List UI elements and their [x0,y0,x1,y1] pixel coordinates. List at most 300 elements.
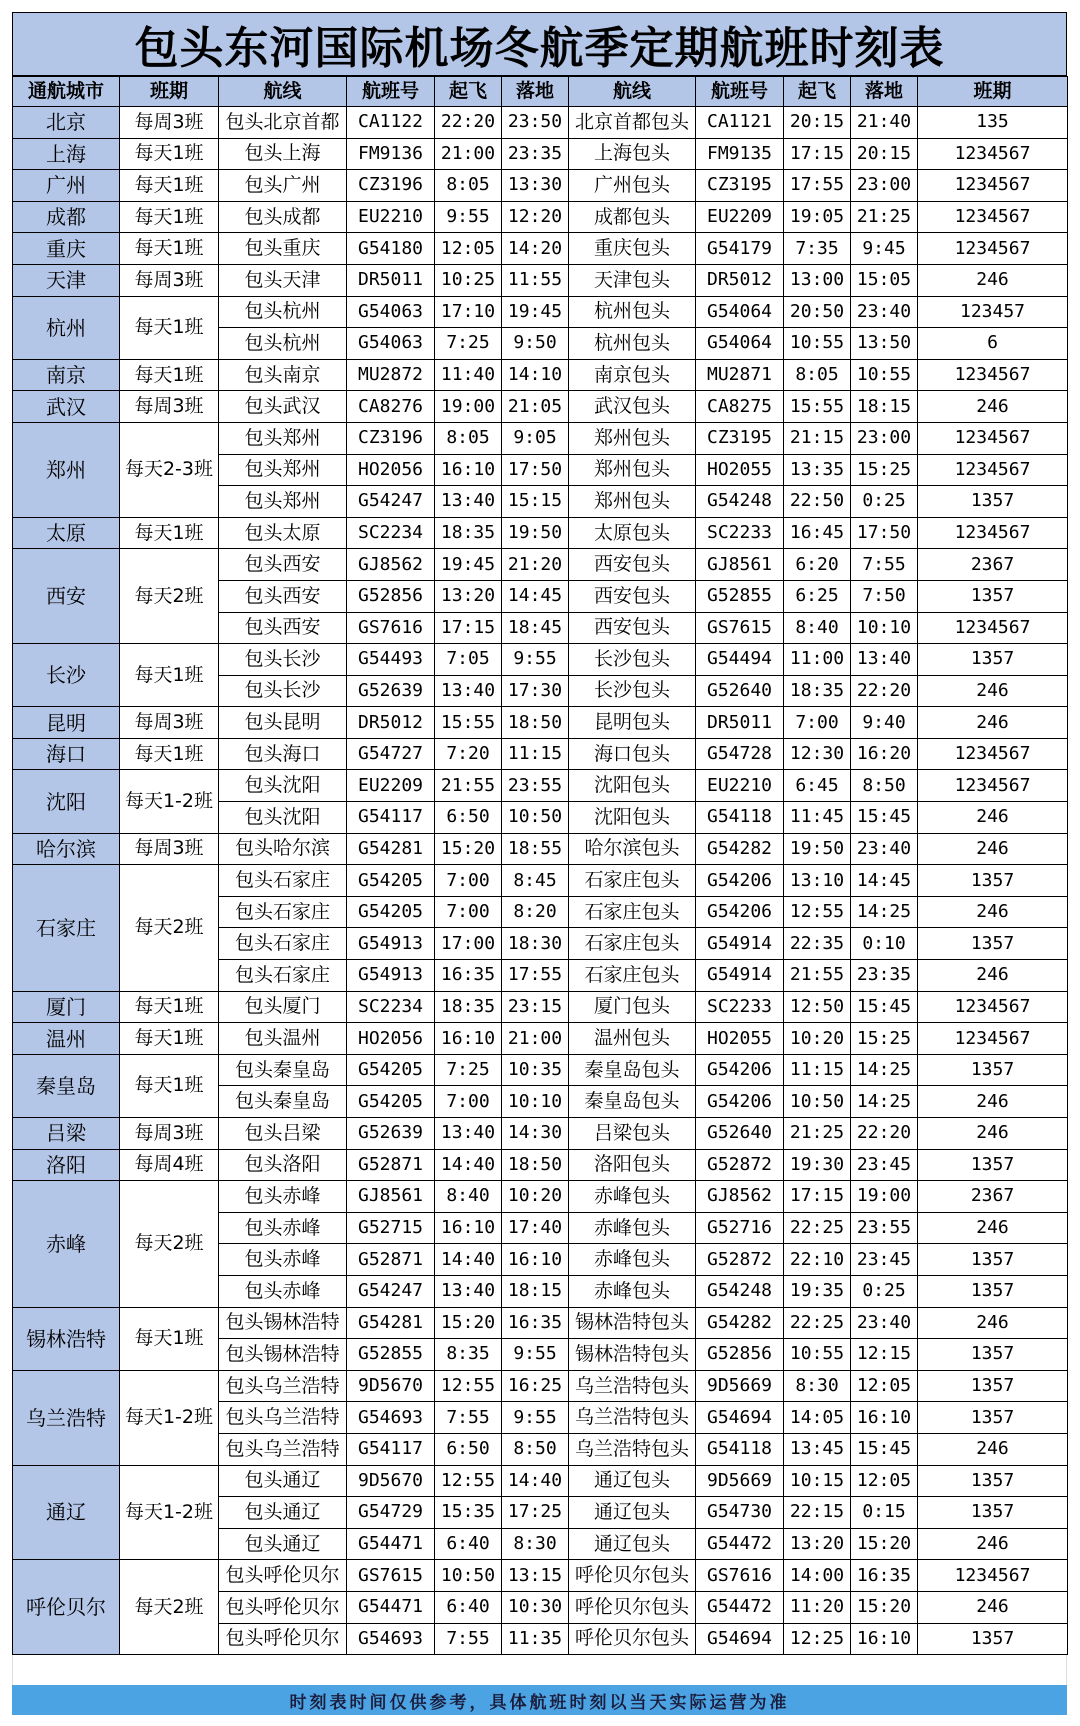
return-route-cell: 赤峰包头 [569,1275,696,1307]
city-cell: 重庆 [13,233,120,265]
operating-days-cell: 1234567 [918,1023,1068,1055]
return-route-cell: 昆明包头 [569,707,696,739]
return-departure-cell: 22:35 [784,928,851,960]
return-route-cell: 北京首都包头 [569,107,696,139]
outbound-flight-number-cell: G54471 [347,1591,435,1623]
return-arrival-cell: 13:50 [851,328,918,360]
outbound-departure-cell: 6:50 [435,802,502,834]
operating-days-cell: 1357 [918,1623,1068,1655]
return-flight-number-cell: HO2055 [696,454,784,486]
frequency-cell: 每天1班 [120,644,219,707]
return-departure-cell: 10:20 [784,1023,851,1055]
operating-days-cell: 1234567 [918,770,1068,802]
return-departure-cell: 10:55 [784,328,851,360]
return-departure-cell: 6:25 [784,580,851,612]
return-departure-cell: 17:55 [784,170,851,202]
operating-days-cell: 246 [918,1307,1068,1339]
outbound-flight-number-cell: DR5011 [347,264,435,296]
return-arrival-cell: 15:45 [851,991,918,1023]
outbound-arrival-cell: 9:05 [502,422,569,454]
operating-days-cell: 1234567 [918,359,1068,391]
city-cell: 秦皇岛 [13,1054,120,1117]
return-flight-number-cell: G54206 [696,896,784,928]
outbound-arrival-cell: 21:05 [502,391,569,423]
header-cell: 航班号 [347,77,435,107]
return-arrival-cell: 15:05 [851,264,918,296]
operating-days-cell: 1234567 [918,170,1068,202]
outbound-flight-number-cell: SC2234 [347,517,435,549]
header-cell: 航班号 [696,77,784,107]
outbound-flight-number-cell: G54693 [347,1402,435,1434]
return-flight-number-cell: GJ8561 [696,549,784,581]
outbound-arrival-cell: 23:50 [502,107,569,139]
return-arrival-cell: 7:55 [851,549,918,581]
return-route-cell: 郑州包头 [569,454,696,486]
operating-days-cell: 246 [918,1086,1068,1118]
city-cell: 天津 [13,264,120,296]
outbound-arrival-cell: 16:25 [502,1370,569,1402]
outbound-flight-number-cell: G54063 [347,328,435,360]
operating-days-cell: 1357 [918,1497,1068,1529]
return-arrival-cell: 0:15 [851,1497,918,1529]
city-cell: 昆明 [13,707,120,739]
outbound-route-cell: 包头乌兰浩特 [219,1402,347,1434]
operating-days-cell: 246 [918,960,1068,992]
return-route-cell: 海口包头 [569,738,696,770]
return-arrival-cell: 12:05 [851,1465,918,1497]
table-body [13,107,1068,1655]
return-flight-number-cell: 9D5669 [696,1370,784,1402]
return-arrival-cell: 15:25 [851,1023,918,1055]
return-route-cell: 秦皇岛包头 [569,1086,696,1118]
city-cell: 温州 [13,1023,120,1055]
return-route-cell: 乌兰浩特包头 [569,1370,696,1402]
return-route-cell: 天津包头 [569,264,696,296]
return-flight-number-cell: G54282 [696,1307,784,1339]
return-flight-number-cell: G54282 [696,833,784,865]
outbound-arrival-cell: 18:30 [502,928,569,960]
header-cell: 落地 [502,77,569,107]
return-route-cell: 厦门包头 [569,991,696,1023]
city-cell: 南京 [13,359,120,391]
table-row [13,549,1068,581]
outbound-departure-cell: 18:35 [435,517,502,549]
outbound-flight-number-cell: FM9136 [347,138,435,170]
return-arrival-cell: 0:10 [851,928,918,960]
city-cell: 太原 [13,517,120,549]
return-route-cell: 通辽包头 [569,1528,696,1560]
frequency-cell: 每周3班 [120,707,219,739]
frequency-cell: 每天1班 [120,359,219,391]
outbound-route-cell: 包头重庆 [219,233,347,265]
outbound-departure-cell: 7:25 [435,1054,502,1086]
table-row [13,738,1068,770]
outbound-flight-number-cell: G54247 [347,486,435,518]
outbound-arrival-cell: 21:20 [502,549,569,581]
city-cell: 石家庄 [13,865,120,991]
return-arrival-cell: 8:50 [851,770,918,802]
return-arrival-cell: 15:45 [851,802,918,834]
return-route-cell: 郑州包头 [569,422,696,454]
return-flight-number-cell: G54179 [696,233,784,265]
return-arrival-cell: 23:00 [851,170,918,202]
city-cell: 锡林浩特 [13,1307,120,1370]
return-route-cell: 赤峰包头 [569,1181,696,1213]
table-row [13,201,1068,233]
operating-days-cell: 123457 [918,296,1068,328]
outbound-route-cell: 包头锡林浩特 [219,1307,347,1339]
operating-days-cell: 246 [918,1591,1068,1623]
outbound-arrival-cell: 23:15 [502,991,569,1023]
outbound-route-cell: 包头哈尔滨 [219,833,347,865]
return-departure-cell: 8:30 [784,1370,851,1402]
return-arrival-cell: 16:20 [851,738,918,770]
outbound-arrival-cell: 18:50 [502,707,569,739]
return-route-cell: 沈阳包头 [569,802,696,834]
table-row [13,1560,1068,1592]
frequency-cell: 每周3班 [120,391,219,423]
operating-days-cell: 1357 [918,865,1068,897]
outbound-departure-cell: 15:55 [435,707,502,739]
frequency-cell: 每周3班 [120,1118,219,1150]
return-flight-number-cell: G54064 [696,296,784,328]
return-arrival-cell: 10:55 [851,359,918,391]
table-row [13,391,1068,423]
city-cell: 通辽 [13,1465,120,1560]
return-flight-number-cell: G54064 [696,328,784,360]
city-cell: 洛阳 [13,1149,120,1181]
page-title: 包头东河国际机场冬航季定期航班时刻表 [12,12,1067,76]
return-flight-number-cell: G54206 [696,1086,784,1118]
outbound-flight-number-cell: G54117 [347,1433,435,1465]
outbound-departure-cell: 6:40 [435,1591,502,1623]
return-arrival-cell: 15:25 [851,454,918,486]
return-departure-cell: 19:30 [784,1149,851,1181]
return-route-cell: 乌兰浩特包头 [569,1433,696,1465]
return-flight-number-cell: G54248 [696,1275,784,1307]
table-row [13,1118,1068,1150]
outbound-arrival-cell: 12:20 [502,201,569,233]
return-route-cell: 呼伦贝尔包头 [569,1623,696,1655]
return-flight-number-cell: SC2233 [696,517,784,549]
outbound-departure-cell: 8:35 [435,1339,502,1371]
table-row [13,138,1068,170]
return-arrival-cell: 22:20 [851,1118,918,1150]
return-route-cell: 赤峰包头 [569,1244,696,1276]
table-row [13,233,1068,265]
table-row [13,770,1068,802]
return-flight-number-cell: MU2871 [696,359,784,391]
return-departure-cell: 6:20 [784,549,851,581]
return-flight-number-cell: G54248 [696,486,784,518]
outbound-departure-cell: 13:20 [435,580,502,612]
return-departure-cell: 13:45 [784,1433,851,1465]
operating-days-cell: 1357 [918,1054,1068,1086]
frequency-cell: 每天1班 [120,201,219,233]
return-arrival-cell: 0:25 [851,486,918,518]
return-departure-cell: 10:50 [784,1086,851,1118]
outbound-departure-cell: 15:20 [435,833,502,865]
outbound-route-cell: 包头郑州 [219,486,347,518]
outbound-departure-cell: 17:00 [435,928,502,960]
return-flight-number-cell: G54472 [696,1528,784,1560]
return-arrival-cell: 23:40 [851,296,918,328]
return-route-cell: 呼伦贝尔包头 [569,1560,696,1592]
return-departure-cell: 17:15 [784,138,851,170]
return-departure-cell: 22:25 [784,1307,851,1339]
outbound-flight-number-cell: G54205 [347,865,435,897]
outbound-route-cell: 包头赤峰 [219,1212,347,1244]
return-arrival-cell: 22:20 [851,675,918,707]
header-cell: 起飞 [435,77,502,107]
return-flight-number-cell: DR5012 [696,264,784,296]
return-arrival-cell: 15:20 [851,1591,918,1623]
outbound-departure-cell: 10:50 [435,1560,502,1592]
outbound-flight-number-cell: G54247 [347,1275,435,1307]
return-flight-number-cell: G52872 [696,1244,784,1276]
operating-days-cell: 1234567 [918,422,1068,454]
flight-schedule-table [12,76,1068,1655]
return-departure-cell: 22:25 [784,1212,851,1244]
table-row [13,1023,1068,1055]
return-route-cell: 通辽包头 [569,1497,696,1529]
return-departure-cell: 21:15 [784,422,851,454]
return-flight-number-cell: 9D5669 [696,1465,784,1497]
outbound-departure-cell: 7:55 [435,1402,502,1434]
return-flight-number-cell: G54206 [696,1054,784,1086]
outbound-route-cell: 包头通辽 [219,1465,347,1497]
outbound-flight-number-cell: SC2234 [347,991,435,1023]
outbound-departure-cell: 12:05 [435,233,502,265]
outbound-flight-number-cell: G54180 [347,233,435,265]
return-route-cell: 武汉包头 [569,391,696,423]
return-departure-cell: 19:05 [784,201,851,233]
outbound-departure-cell: 15:20 [435,1307,502,1339]
outbound-flight-number-cell: G54727 [347,738,435,770]
frequency-cell: 每天2班 [120,1560,219,1655]
return-route-cell: 吕梁包头 [569,1118,696,1150]
return-flight-number-cell: CZ3195 [696,422,784,454]
frequency-cell: 每天1班 [120,138,219,170]
outbound-departure-cell: 12:55 [435,1370,502,1402]
frequency-cell: 每天1班 [120,1023,219,1055]
city-cell: 呼伦贝尔 [13,1560,120,1655]
spacer [12,1655,1067,1685]
outbound-departure-cell: 13:40 [435,486,502,518]
return-departure-cell: 22:50 [784,486,851,518]
return-route-cell: 石家庄包头 [569,928,696,960]
outbound-flight-number-cell: DR5012 [347,707,435,739]
frequency-cell: 每周3班 [120,833,219,865]
outbound-flight-number-cell: EU2209 [347,770,435,802]
outbound-arrival-cell: 21:00 [502,1023,569,1055]
return-departure-cell: 21:25 [784,1118,851,1150]
return-departure-cell: 12:55 [784,896,851,928]
outbound-departure-cell: 7:05 [435,644,502,676]
outbound-arrival-cell: 8:50 [502,1433,569,1465]
outbound-route-cell: 包头北京首都 [219,107,347,139]
return-departure-cell: 8:40 [784,612,851,644]
outbound-arrival-cell: 8:30 [502,1528,569,1560]
return-route-cell: 西安包头 [569,612,696,644]
table-row [13,517,1068,549]
frequency-cell: 每天2班 [120,1181,219,1307]
city-cell: 武汉 [13,391,120,423]
outbound-route-cell: 包头成都 [219,201,347,233]
outbound-route-cell: 包头海口 [219,738,347,770]
operating-days-cell: 246 [918,833,1068,865]
frequency-cell: 每天1-2班 [120,1465,219,1560]
return-flight-number-cell: GJ8562 [696,1181,784,1213]
return-flight-number-cell: G54206 [696,865,784,897]
return-departure-cell: 6:45 [784,770,851,802]
city-cell: 西安 [13,549,120,644]
city-cell: 厦门 [13,991,120,1023]
return-departure-cell: 7:00 [784,707,851,739]
outbound-flight-number-cell: GS7616 [347,612,435,644]
frequency-cell: 每天1-2班 [120,1370,219,1465]
return-departure-cell: 14:00 [784,1560,851,1592]
operating-days-cell: 246 [918,675,1068,707]
return-route-cell: 石家庄包头 [569,960,696,992]
outbound-arrival-cell: 8:20 [502,896,569,928]
outbound-arrival-cell: 11:15 [502,738,569,770]
outbound-flight-number-cell: G52715 [347,1212,435,1244]
return-departure-cell: 11:15 [784,1054,851,1086]
operating-days-cell: 1234567 [918,738,1068,770]
outbound-flight-number-cell: G54729 [347,1497,435,1529]
outbound-arrival-cell: 18:15 [502,1275,569,1307]
return-flight-number-cell: DR5011 [696,707,784,739]
outbound-arrival-cell: 19:50 [502,517,569,549]
return-flight-number-cell: FM9135 [696,138,784,170]
table-row [13,644,1068,676]
return-departure-cell: 16:45 [784,517,851,549]
return-route-cell: 沈阳包头 [569,770,696,802]
outbound-route-cell: 包头温州 [219,1023,347,1055]
return-flight-number-cell: G54694 [696,1623,784,1655]
outbound-arrival-cell: 9:55 [502,1402,569,1434]
return-arrival-cell: 12:15 [851,1339,918,1371]
return-arrival-cell: 20:15 [851,138,918,170]
city-cell: 海口 [13,738,120,770]
outbound-route-cell: 包头秦皇岛 [219,1086,347,1118]
table-row [13,359,1068,391]
return-departure-cell: 13:10 [784,865,851,897]
return-arrival-cell: 16:35 [851,1560,918,1592]
outbound-arrival-cell: 18:45 [502,612,569,644]
return-route-cell: 石家庄包头 [569,896,696,928]
outbound-departure-cell: 9:55 [435,201,502,233]
outbound-arrival-cell: 17:40 [502,1212,569,1244]
return-route-cell: 赤峰包头 [569,1212,696,1244]
table-row [13,991,1068,1023]
outbound-route-cell: 包头南京 [219,359,347,391]
table-header-row [13,77,1068,107]
operating-days-cell: 1357 [918,1402,1068,1434]
outbound-route-cell: 包头天津 [219,264,347,296]
city-cell: 成都 [13,201,120,233]
return-arrival-cell: 23:55 [851,1212,918,1244]
operating-days-cell: 246 [918,1212,1068,1244]
table-row [13,1054,1068,1086]
return-flight-number-cell: CA1121 [696,107,784,139]
outbound-flight-number-cell: G54205 [347,1054,435,1086]
return-arrival-cell: 19:00 [851,1181,918,1213]
table-row [13,1370,1068,1402]
outbound-route-cell: 包头西安 [219,580,347,612]
outbound-arrival-cell: 14:20 [502,233,569,265]
return-route-cell: 长沙包头 [569,675,696,707]
outbound-departure-cell: 15:35 [435,1497,502,1529]
outbound-arrival-cell: 10:50 [502,802,569,834]
operating-days-cell: 1357 [918,1465,1068,1497]
return-flight-number-cell: G54694 [696,1402,784,1434]
return-route-cell: 乌兰浩特包头 [569,1402,696,1434]
outbound-arrival-cell: 14:45 [502,580,569,612]
operating-days-cell: 246 [918,1118,1068,1150]
outbound-flight-number-cell: G52856 [347,580,435,612]
city-cell: 乌兰浩特 [13,1370,120,1465]
return-route-cell: 锡林浩特包头 [569,1339,696,1371]
outbound-departure-cell: 21:55 [435,770,502,802]
return-flight-number-cell: G54914 [696,960,784,992]
outbound-departure-cell: 6:40 [435,1528,502,1560]
outbound-route-cell: 包头西安 [219,549,347,581]
outbound-arrival-cell: 13:30 [502,170,569,202]
outbound-route-cell: 包头吕梁 [219,1118,347,1150]
outbound-route-cell: 包头长沙 [219,644,347,676]
operating-days-cell: 1234567 [918,138,1068,170]
header-cell: 班期 [918,77,1068,107]
outbound-flight-number-cell: GJ8562 [347,549,435,581]
frequency-cell: 每周4班 [120,1149,219,1181]
frequency-cell: 每天2班 [120,865,219,991]
outbound-route-cell: 包头厦门 [219,991,347,1023]
table-row [13,865,1068,897]
outbound-departure-cell: 19:45 [435,549,502,581]
operating-days-cell: 246 [918,896,1068,928]
outbound-departure-cell: 7:00 [435,1086,502,1118]
return-arrival-cell: 17:50 [851,517,918,549]
outbound-departure-cell: 14:40 [435,1244,502,1276]
table-row [13,107,1068,139]
city-cell: 北京 [13,107,120,139]
operating-days-cell: 2367 [918,1181,1068,1213]
outbound-arrival-cell: 23:35 [502,138,569,170]
outbound-route-cell: 包头通辽 [219,1528,347,1560]
operating-days-cell: 1357 [918,1275,1068,1307]
return-route-cell: 重庆包头 [569,233,696,265]
table-row [13,296,1068,328]
operating-days-cell: 1357 [918,1339,1068,1371]
outbound-arrival-cell: 23:55 [502,770,569,802]
outbound-flight-number-cell: G54281 [347,833,435,865]
operating-days-cell: 246 [918,264,1068,296]
return-route-cell: 成都包头 [569,201,696,233]
operating-days-cell: 246 [918,1433,1068,1465]
outbound-arrival-cell: 16:10 [502,1244,569,1276]
outbound-flight-number-cell: G54913 [347,928,435,960]
frequency-cell: 每天1班 [120,1307,219,1370]
operating-days-cell: 1234567 [918,454,1068,486]
frequency-cell: 每天1班 [120,991,219,1023]
frequency-cell: 每天1班 [120,517,219,549]
outbound-flight-number-cell: EU2210 [347,201,435,233]
outbound-arrival-cell: 17:50 [502,454,569,486]
outbound-flight-number-cell: G52871 [347,1244,435,1276]
city-cell: 杭州 [13,296,120,359]
